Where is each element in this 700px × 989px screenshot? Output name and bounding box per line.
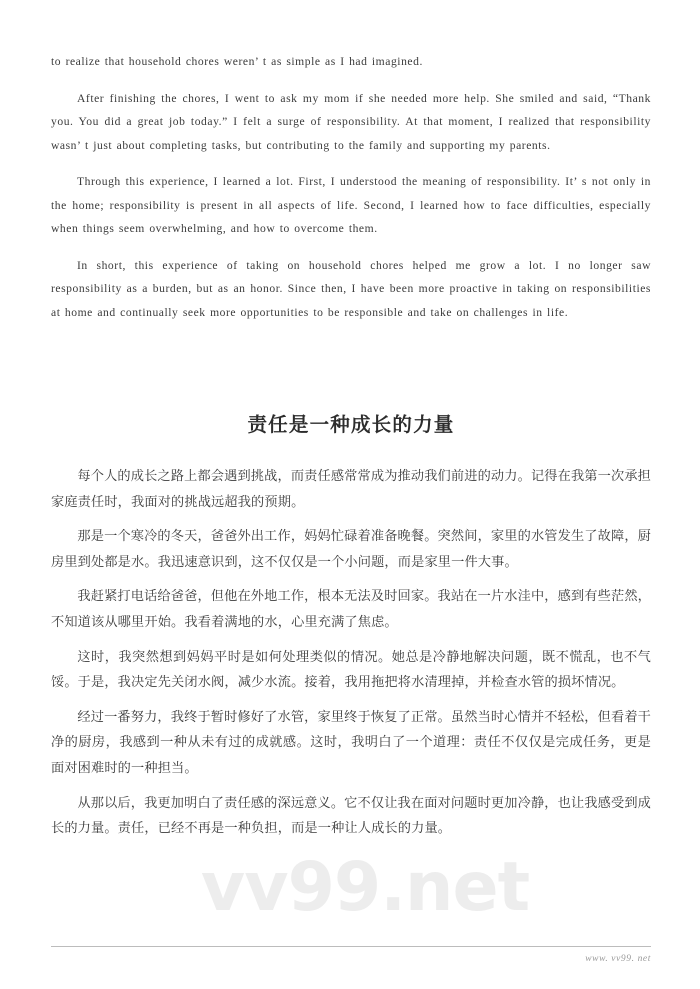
chinese-paragraph: 那是一个寒冷的冬天，爸爸外出工作，妈妈忙碌着准备晚餐。突然间，家里的水管发生了故障，厨房里到处都是水。我迅速意识到，这不仅仅是一个小问题，而是家里一件大事。	[51, 529, 651, 570]
chinese-paragraph: 每个人的成长之路上都会遇到挑战，而责任感常常成为推动我们前进的动力。记得在我第一次承担家庭责任时，我面对的挑战远超我的预期。	[51, 469, 651, 510]
chinese-paragraph: 这时，我突然想到妈妈平时是如何处理类似的情况。她总是冷静地解决问题，既不慌乱，也不气馁。于是，我决定先关闭水阀，减少水流。接着，我用拖把将水清理掉，并检查水管的损坏情况。	[51, 649, 651, 691]
page-footer	[51, 946, 651, 964]
chinese-paragraph: 从那以后，我更加明白了责任感的深远意义。它不仅让我在面对问题时更加冷静，也让我感受到成长的力量。责任，已经不再是一种负担，而是一种让人成长的力量。	[51, 795, 651, 837]
chinese-essay-title: 责任是一种成长的力量	[247, 413, 455, 436]
footer-divider	[51, 946, 651, 947]
footer-site-url: www. vv99. net	[585, 954, 651, 964]
chinese-paragraph: 经过一番努力，我终于暂时修好了水管，家里终于恢复了正常。虽然当时心情并不轻松，但看着干净的厨房，我感到一种从未有过的成就感。这时，我明白了一个道理：责任不仅仅是完成任务，更是面对困难时的一种担当。	[51, 709, 651, 776]
english-essay-section	[51, 50, 651, 324]
chinese-essay-section	[51, 464, 651, 842]
chinese-paragraph: 我赶紧打电话给爸爸，但他在外地工作，根本无法及时回家。我站在一片水洼中，感到有些茫然，不知道该从哪里开始。我看着满地的水，心里充满了焦虑。	[51, 589, 651, 630]
watermark-vv99-net: vv99.net	[200, 848, 530, 927]
english-paragraph: Through this experience, I learned a lot. First, I understood the meaning of responsibility. It’ s not only in the home; responsibility is present in all aspects of life. Second, I learned how to face difficulties, especially when things seem overwhelming, and how to overcome them.	[51, 175, 651, 235]
section-spacer	[51, 337, 651, 410]
english-paragraph: In short, this experience of taking on household chores helped me grow a lot. I no longer saw responsibility as a burden, but as an honor. Since then, I have been more proactive in taking on responsibilities at home and continually seek more opportunities to be responsible and take on challenges in life.	[51, 258, 651, 319]
english-paragraph: After finishing the chores, I went to ask my mom if she needed more help. She smiled and said, “Thank you. You did a great job today.” I felt a surge of responsibility. At that moment, I realized that responsibility wasn’ t just about completing tasks, but contributing to the family and supporting my parents.	[51, 91, 651, 152]
english-paragraph: to realize that household chores weren’ t as simple as I had imagined.	[51, 55, 423, 68]
